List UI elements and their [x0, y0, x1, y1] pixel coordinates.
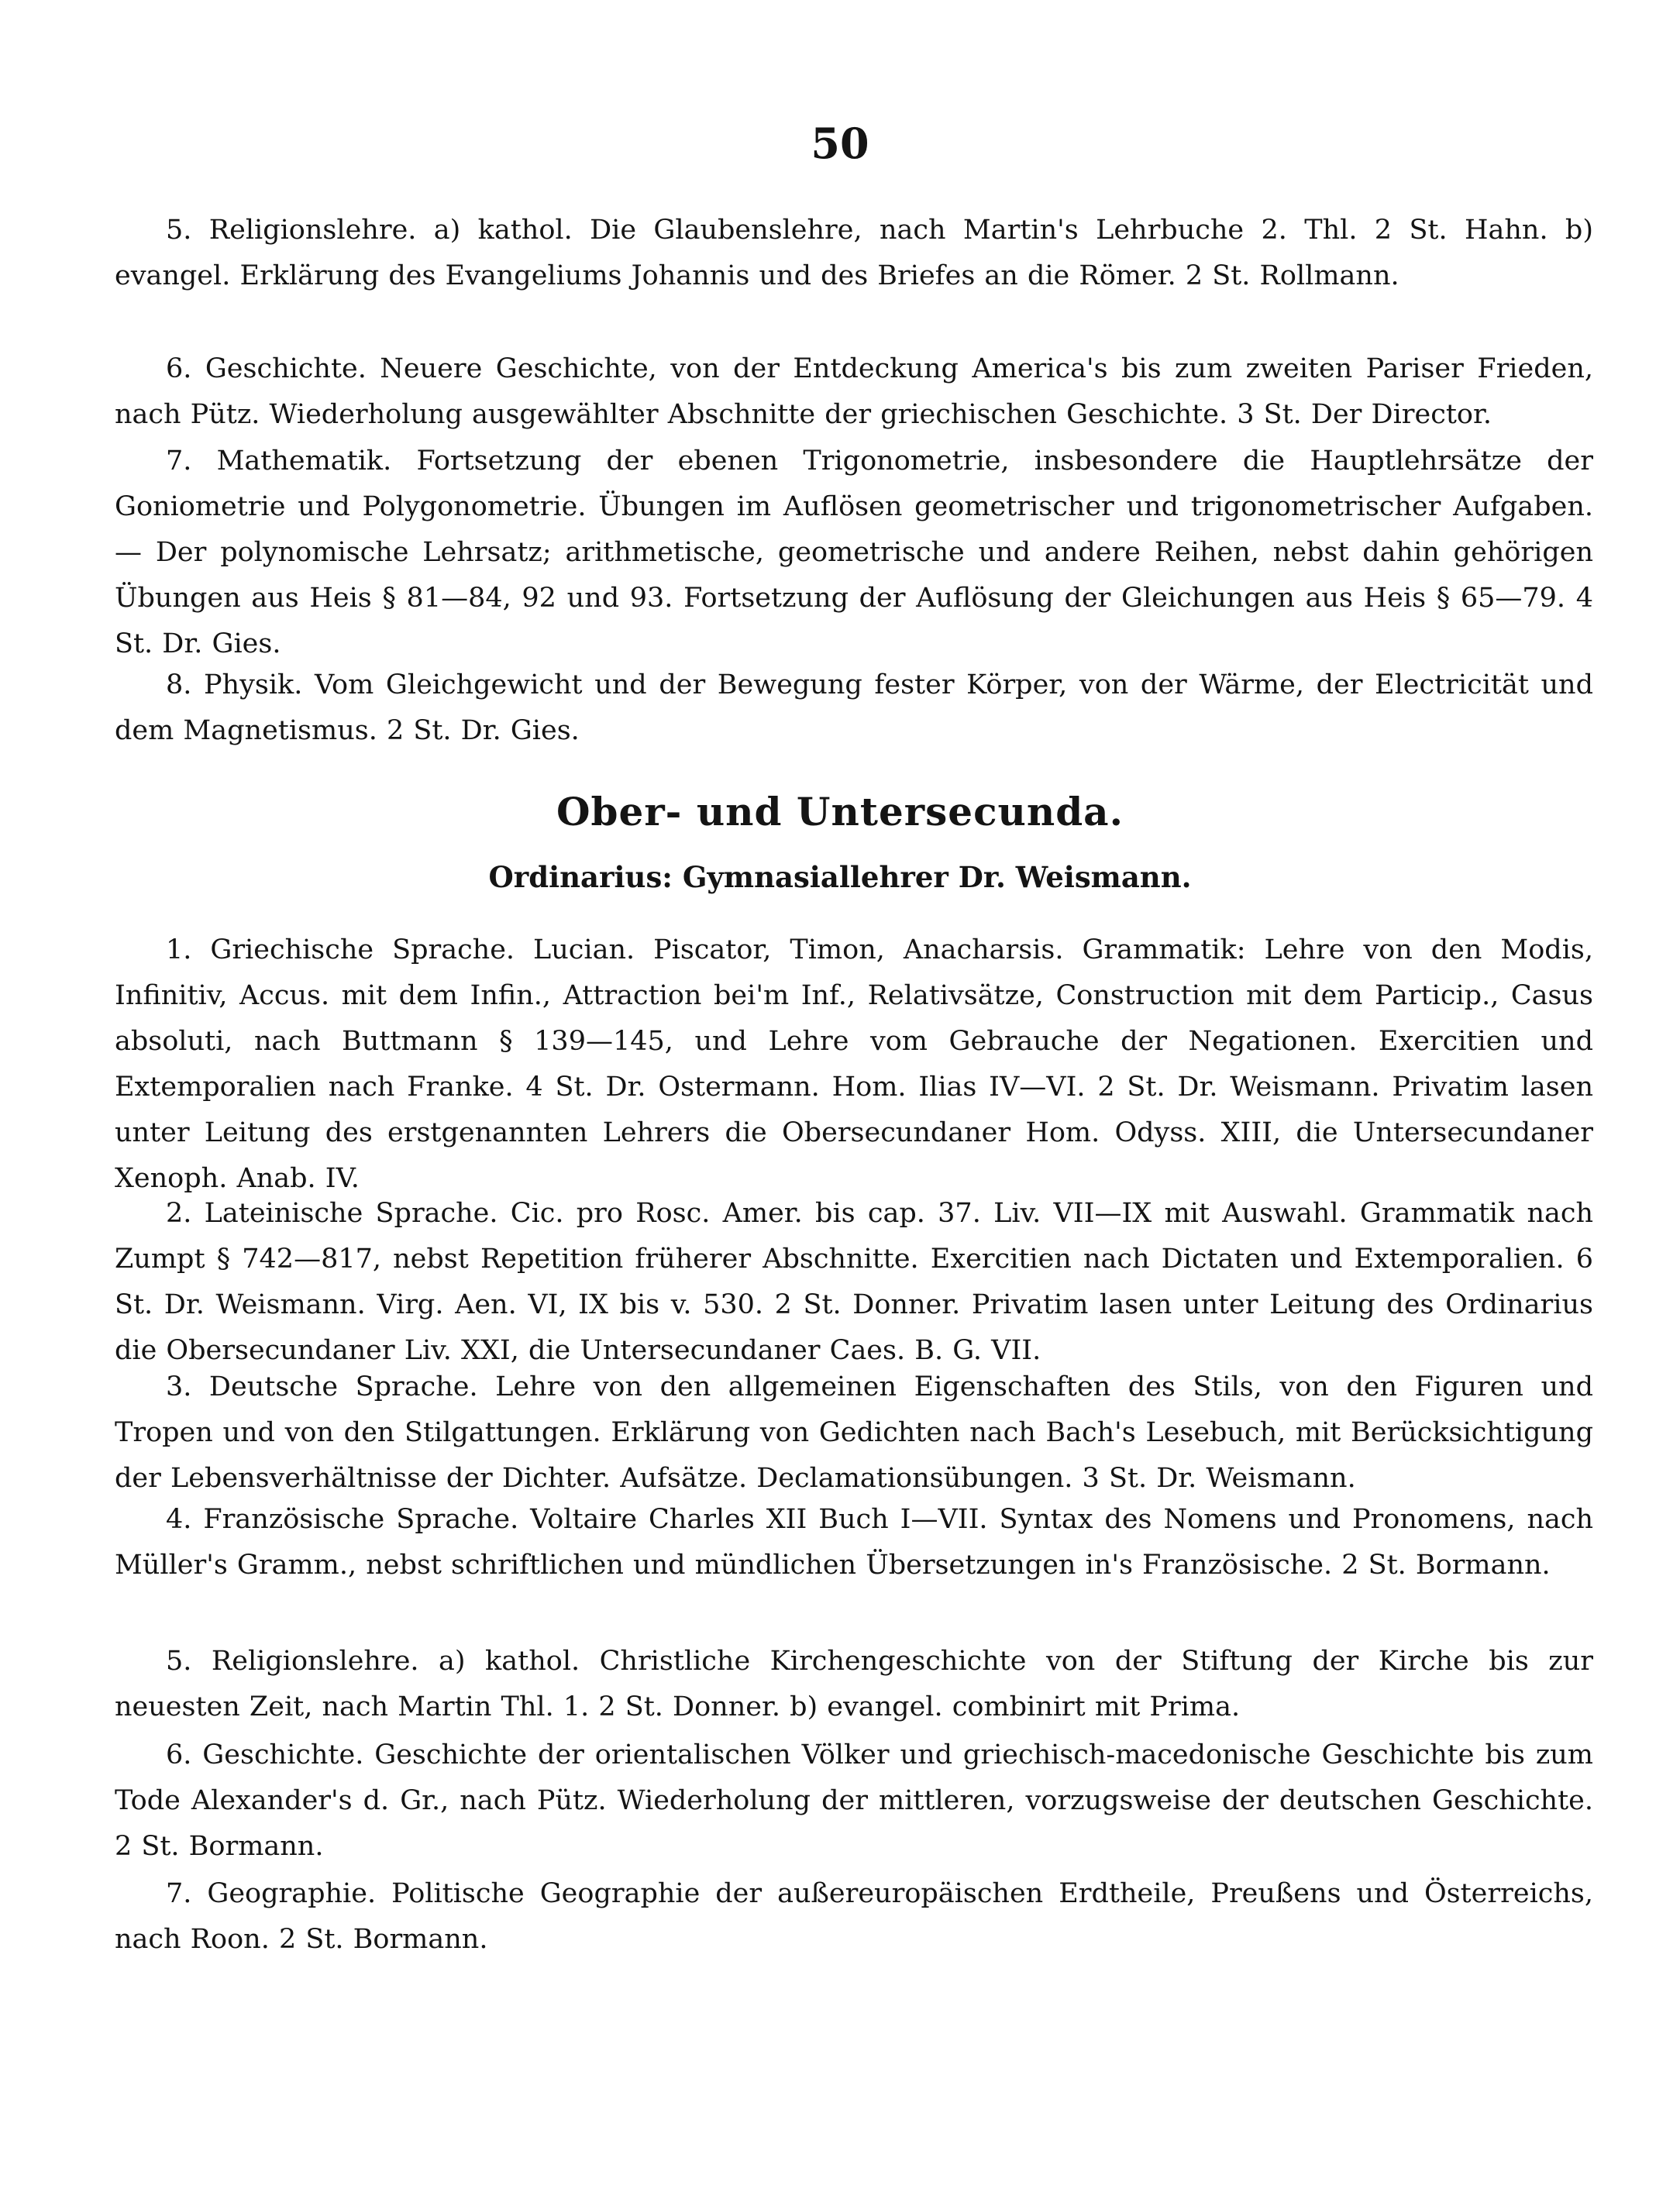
s1-item-history: 6. Geschichte. Neuere Geschichte, von der Entdeckung America's bis zum zweiten Pariser Frieden, nach Pütz. Wiederholung ausgewählter Abschnitte der griechischen Geschichte. 3 St. Der Director.: [115, 353, 1593, 430]
s2-item-greek: 1. Griechische Sprache. Lucian. Piscator, Timon, Anacharsis. Grammatik: Lehre von den Modis, Infinitiv, Accus. mit dem Infin., Attraction bei'm Inf., Relativsätze, Construction mit dem Particip., Casus absoluti, nach Buttmann § 139—145, und Lehre vom Gebrauche der Negationen. Exercitien und Extemporalien nach Franke. 4 St. Dr. Ostermann. Hom. Ilias IV—VI. 2 St. Dr. Weismann. Privatim lasen unter Leitung des erstgenannten Lehrers die Obersecundaner Hom. Odyss. XIII, die Untersecundaner Xenoph. Anab. IV.: [115, 934, 1593, 1194]
s2-item-geography: 7. Geographie. Politische Geographie der außereuropäischen Erdtheile, Preußens und Österreichs, nach Roon. 2 St. Bormann.: [115, 1878, 1593, 1955]
s2-item-history: 6. Geschichte. Geschichte der orientalischen Völker und griechisch-macedonische Geschichte bis zum Tode Alexander's d. Gr., nach Pütz. Wiederholung der mittleren, vorzugsweise der deutschen Geschichte. 2 St. Bormann.: [115, 1739, 1593, 1862]
ordinarius-line: Ordinarius: Gymnasiallehrer Dr. Weismann.: [488, 860, 1192, 894]
page-number: 50: [811, 119, 869, 168]
s1-item-mathematics: 7. Mathematik. Fortsetzung der ebenen Trigonometrie, insbesondere die Hauptlehrsätze der Goniometrie und Polygonometrie. Übungen im Auflösen geometrischer und trigonometrischer Aufgaben. — Der polynomische Lehrsatz; arithmetische, geometrische und andere Reihen, nebst dahin gehörigen Übungen aus Heis § 81—84, 92 und 93. Fortsetzung der Auflösung der Gleichungen aus Heis § 65—79. 4 St. Dr. Gies.: [115, 446, 1593, 659]
s2-item-latin: 2. Lateinische Sprache. Cic. pro Rosc. Amer. bis cap. 37. Liv. VII—IX mit Auswahl. Grammatik nach Zumpt § 742—817, nebst Repetition früherer Abschnitte. Exercitien nach Dictaten und Extemporalien. 6 St. Dr. Weismann. Virg. Aen. VI, IX bis v. 530. 2 St. Donner. Privatim lasen unter Leitung des Ordinarius die Obersecundaner Liv. XXI, die Untersecundaner Caes. B. G. VII.: [115, 1198, 1593, 1366]
s2-item-religion: 5. Religionslehre. a) kathol. Christliche Kirchengeschichte von der Stiftung der Kirche bis zur neuesten Zeit, nach Martin Thl. 1. 2 St. Donner. b) evangel. combinirt mit Prima.: [115, 1646, 1593, 1722]
s2-item-french: 4. Französische Sprache. Voltaire Charles XII Buch I—VII. Syntax des Nomens und Pronomens, nach Müller's Gramm., nebst schriftlichen und mündlichen Übersetzungen in's Französische. 2 St. Bormann.: [115, 1504, 1593, 1581]
s1-item-physics: 8. Physik. Vom Gleichgewicht und der Bewegung fester Körper, von der Wärme, der Electricität und dem Magnetismus. 2 St. Dr. Gies.: [115, 669, 1593, 746]
section-title: Ober- und Untersecunda.: [556, 789, 1124, 834]
s2-item-german: 3. Deutsche Sprache. Lehre von den allgemeinen Eigenschaften des Stils, von den Figuren und Tropen und von den Stilgattungen. Erklärung von Gedichten nach Bach's Lesebuch, mit Berücksichtigung der Lebensverhältnisse der Dichter. Aufsätze. Declamationsübungen. 3 St. Dr. Weismann.: [115, 1371, 1593, 1494]
s1-item-religion: 5. Religionslehre. a) kathol. Die Glaubenslehre, nach Martin's Lehrbuche 2. Thl. 2 St. Hahn. b) evangel. Erklärung des Evangeliums Johannis und des Briefes an die Römer. 2 St. Rollmann.: [115, 215, 1593, 291]
